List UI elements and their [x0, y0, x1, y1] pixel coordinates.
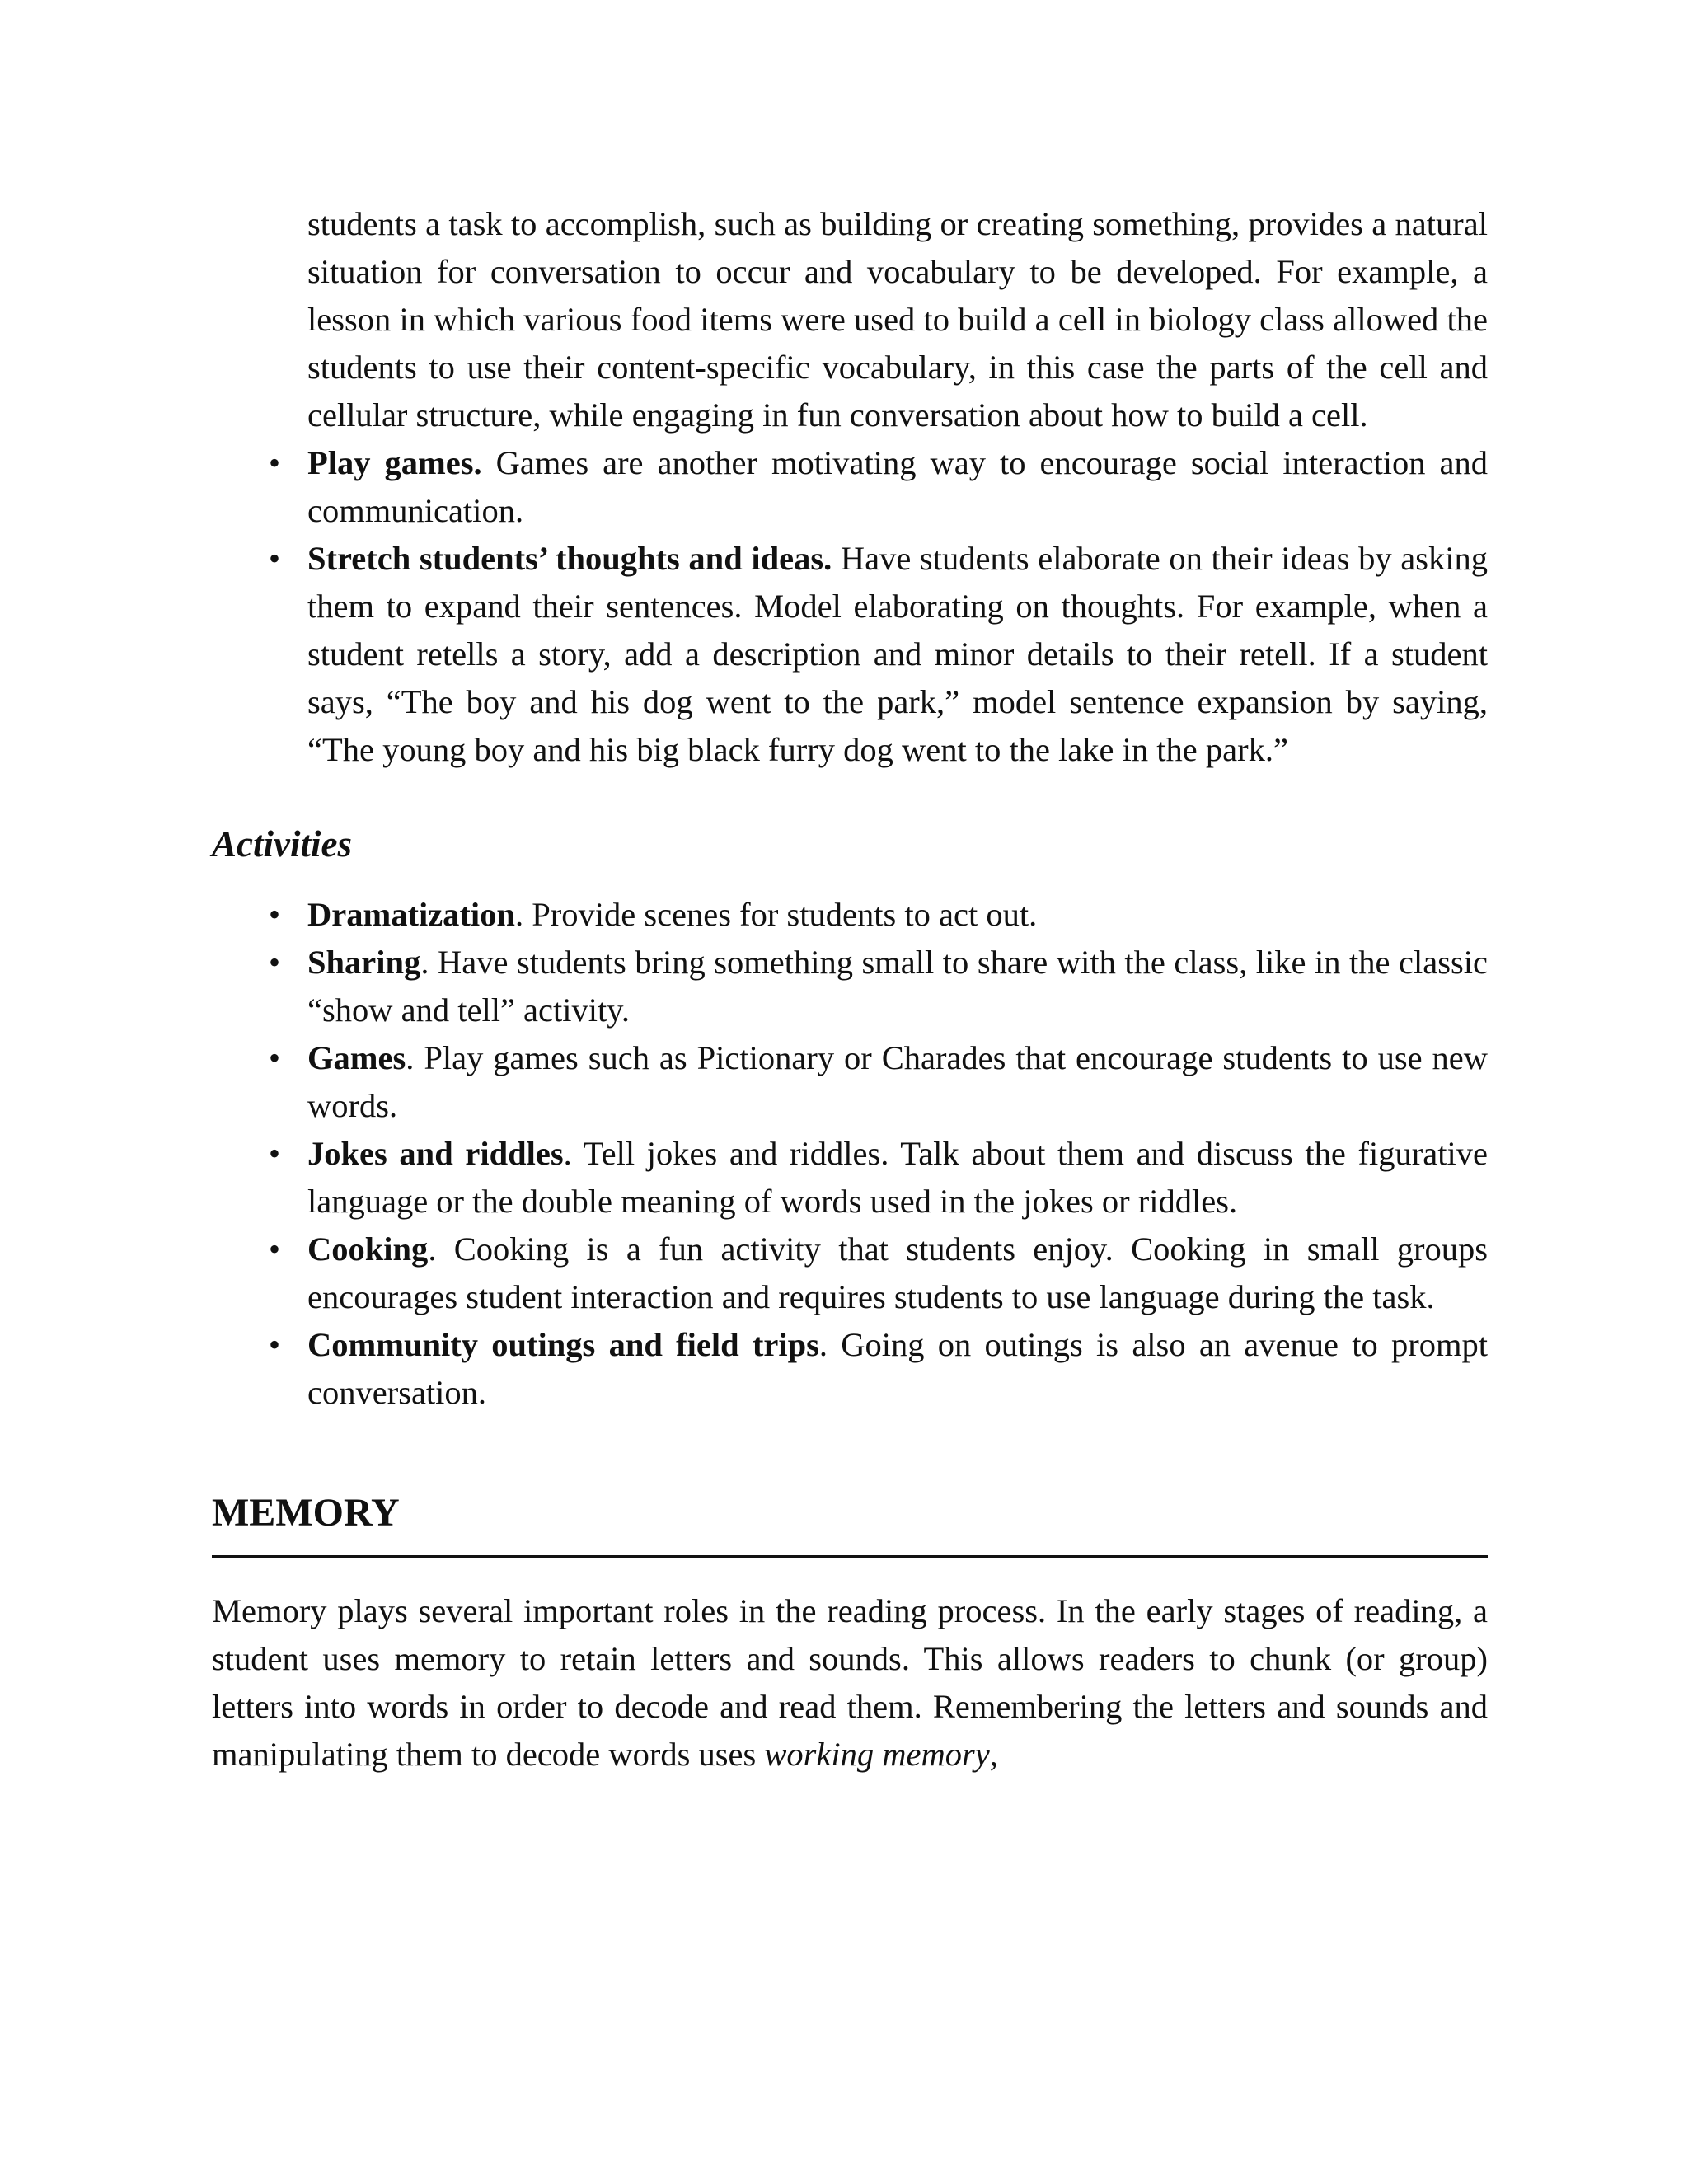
list-item-term: Play games.: [307, 444, 482, 481]
list-item-term: Dramatization: [307, 896, 515, 933]
list-item-term: Games: [307, 1039, 406, 1076]
activities-list: [212, 891, 1488, 1417]
list-item-term: Stretch students’ thoughts and ideas.: [307, 540, 832, 577]
bullet-icon: •: [269, 944, 281, 981]
list-item-text: . Going on outings is also an avenue to prompt conversation.: [307, 1326, 1488, 1411]
list-item: [269, 1321, 1488, 1417]
memory-paragraph-italic: working memory: [764, 1736, 990, 1773]
list-item-text: . Cooking is a fun activity that students enjoy. Cooking in small groups encourages student interaction and requires students to use language during the task.: [307, 1230, 1488, 1315]
bullet-icon: •: [269, 540, 281, 577]
memory-paragraph-text: Memory plays several important roles in the reading process. In the early stages of reading, a student uses memory to retain letters and sounds. This allows readers to chunk (or group) letters into words in order to decode and read them. Remembering the letters and sounds and manipulating them to decode words uses: [212, 1592, 1488, 1773]
memory-paragraph-tail: ,: [989, 1736, 998, 1773]
list-item: [269, 535, 1488, 774]
list-item-text: Games are another motivating way to encourage social interaction and communication.: [307, 444, 1489, 529]
list-item-text: . Play games such as Pictionary or Charades that encourage students to use new words.: [307, 1039, 1488, 1124]
list-item: [269, 1034, 1488, 1130]
activities-heading: Activities: [212, 823, 352, 865]
list-item: [269, 939, 1488, 1034]
list-item-term: Cooking: [307, 1230, 429, 1268]
section-divider: [212, 1555, 1488, 1558]
bullet-icon: •: [269, 1230, 281, 1268]
strategy-list: [212, 439, 1488, 774]
continued-paragraph-block: [307, 200, 1488, 439]
list-item-term: Community outings and field trips: [307, 1326, 819, 1363]
list-item-text: Have students elaborate on their ideas by asking them to expand their sentences. Model elaborating on thoughts. For example, when a student retells a story, add a description and minor details to their retell. If a student says, “The boy and his dog went to the park,” model sentence expansion by saying, “The young boy and his big black furry dog went to the lake in the park.”: [307, 540, 1488, 768]
list-item: [269, 439, 1489, 535]
list-item-term: Jokes and riddles: [307, 1135, 564, 1172]
list-item: [269, 1226, 1488, 1321]
continued-paragraph: students a task to accomplish, such as building or creating something, provides a natural situation for conversation to occur and vocabulary to be developed. For example, a lesson in which various food items were used to build a cell in biology class allowed the students to use their content-specific vocabulary, in this case the parts of the cell and cellular structure, while engaging in fun conversation about how to build a cell.: [307, 205, 1488, 434]
memory-paragraph: [212, 1587, 1488, 1779]
memory-heading: MEMORY: [212, 1491, 400, 1535]
list-item-text: . Have students bring something small to share with the class, like in the classic “show and tell” activity.: [307, 944, 1488, 1029]
bullet-icon: •: [269, 896, 281, 933]
list-item: [269, 1130, 1488, 1226]
bullet-icon: •: [269, 1039, 281, 1076]
list-item-term: Sharing: [307, 944, 421, 981]
bullet-icon: •: [269, 1135, 281, 1172]
bullet-icon: •: [269, 1326, 281, 1363]
list-item-text: . Tell jokes and riddles. Talk about them and discuss the figurative language or the double meaning of words used in the jokes or riddles.: [307, 1135, 1488, 1220]
bullet-icon: •: [269, 444, 281, 481]
document-page: [212, 200, 1488, 1779]
list-item-text: . Provide scenes for students to act out.: [514, 896, 1038, 933]
list-item: [269, 891, 1488, 939]
